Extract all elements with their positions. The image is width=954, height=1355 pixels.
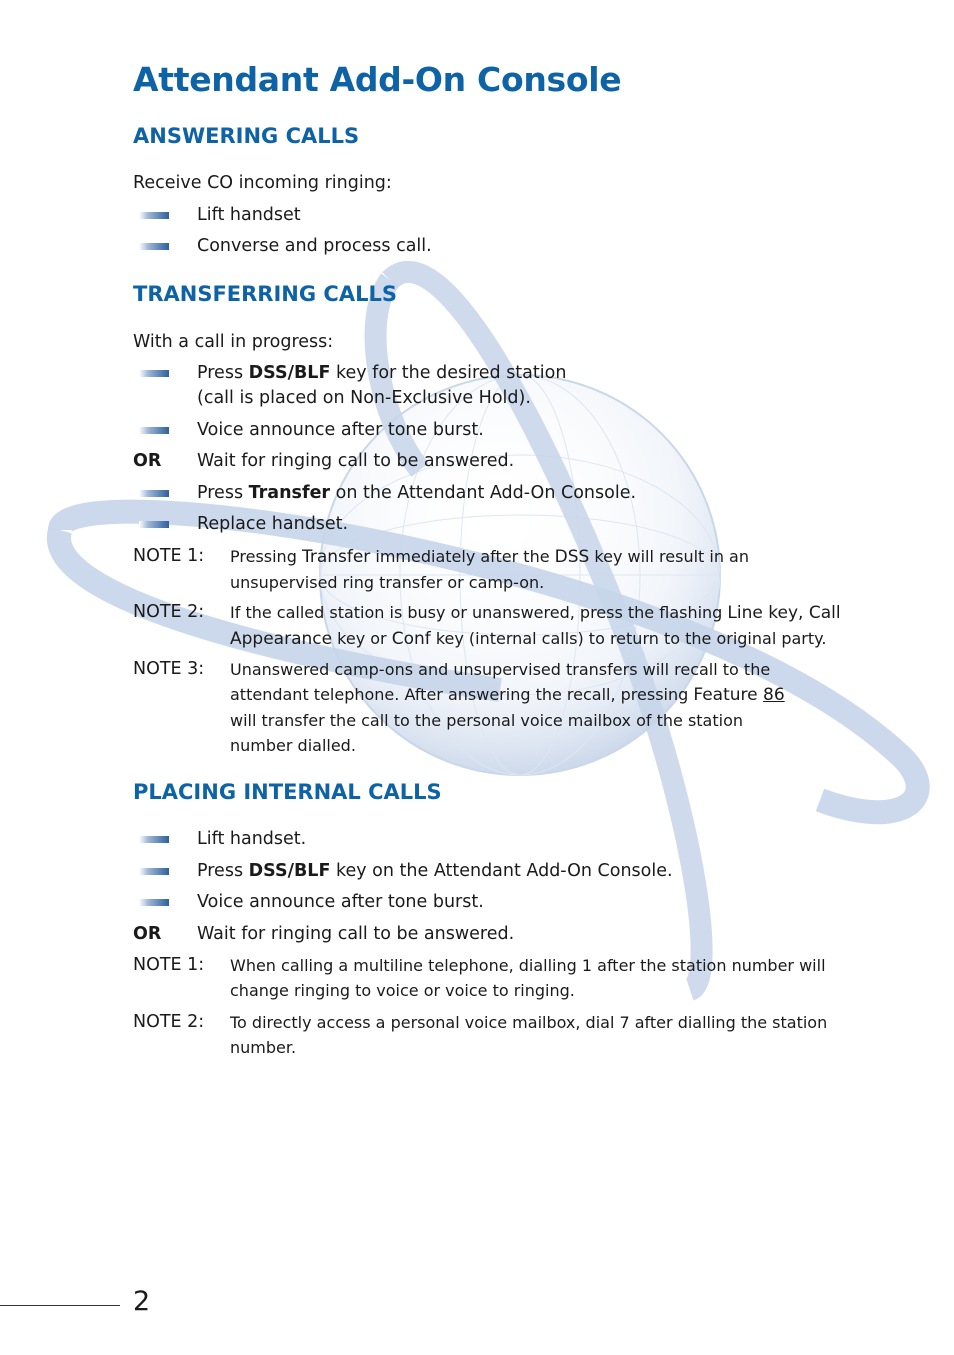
note-label: NOTE 2:	[133, 602, 205, 622]
step-text: Lift handset.	[197, 829, 307, 849]
note-body: To directly access a personal voice mailbox, dial 7 after dialling the station number.	[230, 1013, 828, 1057]
note-label: NOTE 1:	[133, 546, 205, 566]
or-label: OR	[133, 924, 162, 944]
section-heading-answering: ANSWERING CALLS	[133, 124, 360, 148]
step-text: Press Transfer on the Attendant Add-On Console.	[197, 483, 637, 503]
bullet-bar-icon	[139, 836, 169, 843]
bullet-bar-icon	[139, 490, 169, 497]
note-body: If the called station is busy or unanswered, press the flashing Line key, Call Appearance key or Conf key (internal calls) to return to the original party.	[230, 603, 841, 649]
or-label: OR	[133, 451, 162, 471]
note-label: NOTE 2:	[133, 1012, 205, 1032]
bullet-bar-icon	[139, 521, 169, 528]
bullet-bar-icon	[139, 427, 169, 434]
answering-intro: Receive CO incoming ringing:	[133, 173, 392, 193]
page-number: 2	[133, 1286, 151, 1317]
step-text: Lift handset	[197, 205, 301, 225]
bullet-bar-icon	[139, 243, 169, 250]
footer-rule	[0, 1305, 120, 1306]
page-title: Attendant Add-On Console	[133, 60, 622, 99]
note-label: NOTE 1:	[133, 955, 205, 975]
step-text: Voice announce after tone burst.	[197, 420, 484, 440]
step-text: Wait for ringing call to be answered.	[197, 924, 515, 944]
step-text: Voice announce after tone burst.	[197, 892, 484, 912]
note-body: Unanswered camp-ons and unsupervised transfers will recall to the attendant telephone. After answering the recall, pressing Feature 86 will transfer the call to the personal voice mailbox of the station number dialled.	[230, 660, 785, 755]
key-transfer: Transfer	[248, 483, 331, 503]
bullet-bar-icon	[139, 899, 169, 906]
bullet-bar-icon	[139, 868, 169, 875]
step-text: Press DSS/BLF key for the desired station (call is placed on Non-Exclusive Hold).	[197, 363, 567, 408]
feature-code: 86	[763, 685, 785, 705]
key-dss-blf: DSS/BLF	[248, 363, 331, 383]
bullet-bar-icon	[139, 370, 169, 377]
section-heading-internal: PLACING INTERNAL CALLS	[133, 780, 442, 804]
bullet-bar-icon	[139, 212, 169, 219]
step-text: Wait for ringing call to be answered.	[197, 451, 515, 471]
note-body: When calling a multiline telephone, dialling 1 after the station number will change ringing to voice or voice to ringing.	[230, 956, 826, 1000]
step-text: Converse and process call.	[197, 236, 432, 256]
key-dss-blf: DSS/BLF	[248, 861, 331, 881]
transferring-intro: With a call in progress:	[133, 332, 334, 352]
step-text: Replace handset.	[197, 514, 349, 534]
note-label: NOTE 3:	[133, 659, 205, 679]
note-body: Pressing Transfer immediately after the DSS key will result in an unsupervised ring transfer or camp-on.	[230, 547, 749, 592]
section-heading-transferring: TRANSFERRING CALLS	[133, 282, 397, 306]
step-text: Press DSS/BLF key on the Attendant Add-On Console.	[197, 861, 673, 881]
